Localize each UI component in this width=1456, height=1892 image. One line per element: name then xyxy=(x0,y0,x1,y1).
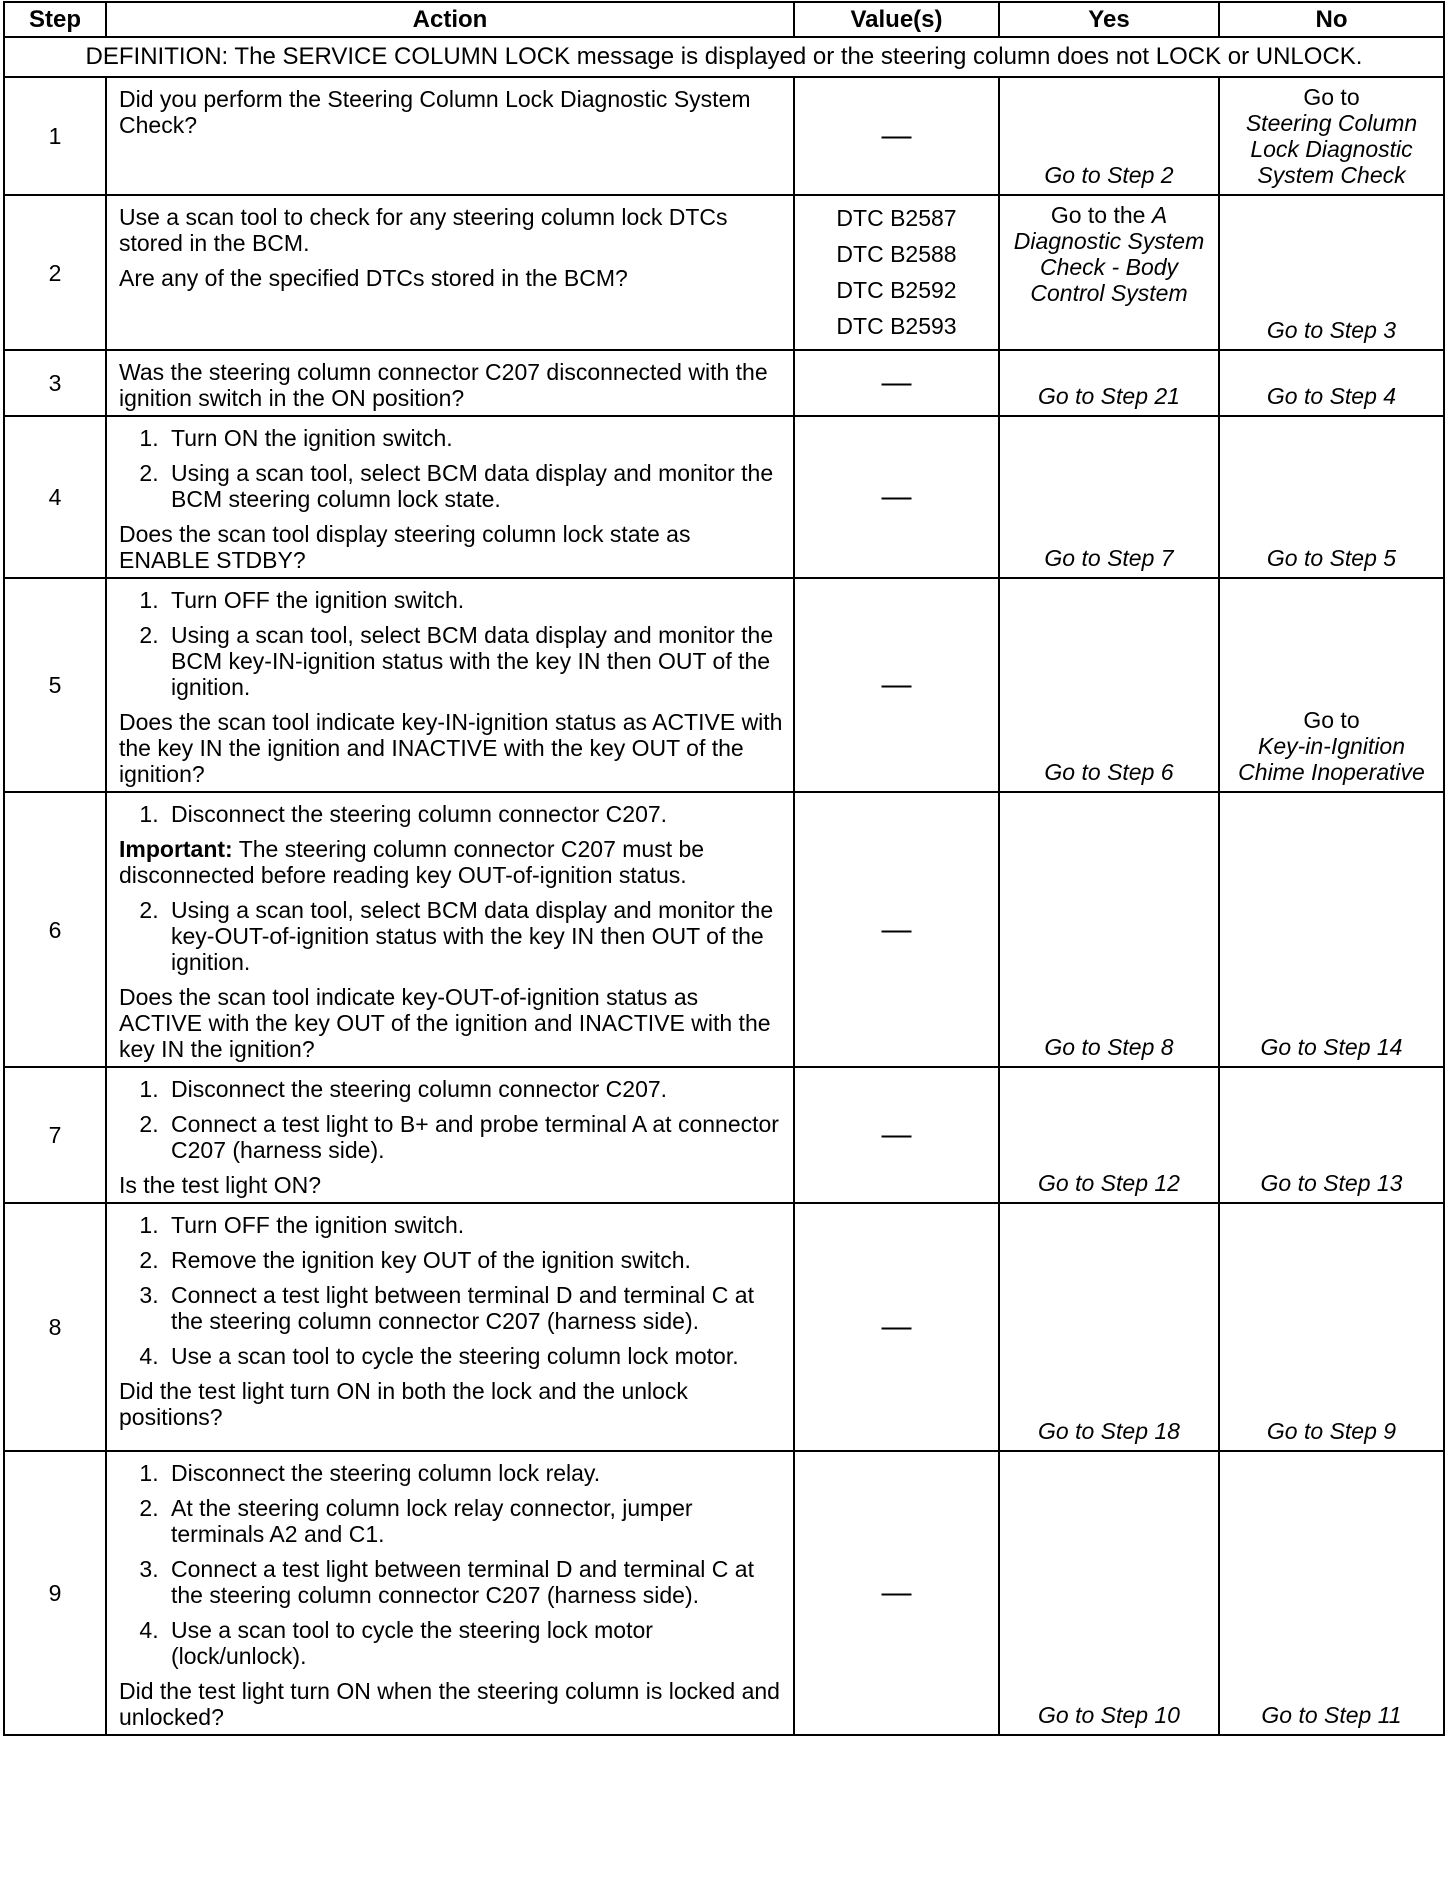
question-text: Was the steering column connector C207 disconnected with the ignition switch in the ON position? xyxy=(119,359,768,411)
question-text: Is the test light ON? xyxy=(119,1172,321,1198)
action-cell xyxy=(106,792,794,1067)
value-cell: — xyxy=(794,578,999,792)
diagnostic-table xyxy=(3,1,1445,1736)
action-item: 1. Turn OFF the ignition switch. xyxy=(165,1212,783,1238)
value-cell: — xyxy=(794,1067,999,1203)
value-cell: — xyxy=(794,1451,999,1735)
table-row xyxy=(4,1067,1444,1203)
action-steps xyxy=(119,801,783,827)
action-item: 1. Disconnect the steering column lock relay. xyxy=(165,1460,783,1486)
important-note xyxy=(119,836,783,888)
yes-prefix-text: Go to the xyxy=(1050,202,1146,228)
question-text: Did the test light turn ON when the steering column is locked and unlocked? xyxy=(119,1678,780,1730)
action-cell xyxy=(106,350,794,416)
header-action: Action xyxy=(106,2,794,37)
question-text: Are any of the specified DTCs stored in the BCM? xyxy=(119,265,628,291)
action-cell xyxy=(106,1451,794,1735)
step-number: 4 xyxy=(4,416,106,578)
question-text: Does the scan tool indicate key-OUT-of-ignition status as ACTIVE with the key OUT of the ignition and INACTIVE with the key IN the ignition? xyxy=(119,984,771,1062)
important-label: Important: xyxy=(119,836,233,862)
yes-link-a[interactable]: A xyxy=(1151,202,1168,228)
no-link[interactable]: Go to Step 4 xyxy=(1219,350,1444,416)
no-link[interactable]: Go to Step 5 xyxy=(1219,416,1444,578)
yes-link[interactable]: Go to Step 8 xyxy=(999,792,1219,1067)
step-number: 7 xyxy=(4,1067,106,1203)
action-cell xyxy=(106,578,794,792)
action-cell xyxy=(106,416,794,578)
action-steps xyxy=(119,1076,783,1163)
action-item: 1. Disconnect the steering column connector C207. xyxy=(165,1076,783,1102)
no-prefix: Go to xyxy=(1303,707,1360,733)
question-text: Did the test light turn ON in both the lock and the unlock positions? xyxy=(119,1378,688,1430)
yes-cell xyxy=(999,195,1219,350)
table-row xyxy=(4,578,1444,792)
definition-text: DEFINITION: The SERVICE COLUMN LOCK message is displayed or the steering column does not LOCK or UNLOCK. xyxy=(4,37,1444,77)
action-steps xyxy=(119,1460,783,1669)
header-row xyxy=(4,2,1444,37)
table-row xyxy=(4,416,1444,578)
action-item: 1. Turn ON the ignition switch. xyxy=(165,425,783,451)
header-no: No xyxy=(1219,2,1444,37)
question-text: Does the scan tool display steering column lock state as ENABLE STDBY? xyxy=(119,521,691,573)
value-cell: — xyxy=(794,416,999,578)
question-text: Did you perform the Steering Column Lock Diagnostic System Check? xyxy=(119,86,751,138)
action-item: 2. Using a scan tool, select BCM data display and monitor the key-OUT-of-ignition status with the key IN then OUT of the ignition. xyxy=(165,897,783,975)
value-cell: — xyxy=(794,77,999,195)
no-link[interactable]: Go to Step 3 xyxy=(1219,195,1444,350)
action-item: 2. Using a scan tool, select BCM data display and monitor the BCM steering column lock state. xyxy=(165,460,783,512)
dtc-value: DTC B2593 xyxy=(836,313,957,339)
yes-link[interactable]: Go to Step 21 xyxy=(999,350,1219,416)
header-values: Value(s) xyxy=(794,2,999,37)
action-item: 4. Use a scan tool to cycle the steering column lock motor. xyxy=(165,1343,783,1369)
value-cell: — xyxy=(794,792,999,1067)
dtc-value: DTC B2588 xyxy=(836,241,957,267)
table-row xyxy=(4,350,1444,416)
action-steps xyxy=(119,587,783,700)
action-item: 1. Turn OFF the ignition switch. xyxy=(165,587,783,613)
table-row xyxy=(4,792,1444,1067)
action-item: 2. At the steering column lock relay connector, jumper terminals A2 and C1. xyxy=(165,1495,783,1547)
dtc-value: DTC B2587 xyxy=(836,205,957,231)
step-number: 1 xyxy=(4,77,106,195)
yes-link[interactable]: Go to Step 10 xyxy=(999,1451,1219,1735)
no-link[interactable]: Go to Step 13 xyxy=(1219,1067,1444,1203)
action-steps xyxy=(119,897,783,975)
header-step: Step xyxy=(4,2,106,37)
yes-prefix xyxy=(1004,202,1214,228)
dtc-value: DTC B2592 xyxy=(836,277,957,303)
action-item: 1. Disconnect the steering column connector C207. xyxy=(165,801,783,827)
no-cell xyxy=(1219,578,1444,792)
no-link[interactable]: Go to Step 11 xyxy=(1219,1451,1444,1735)
important-text: The steering column connector C207 must be disconnected before reading key OUT-of-ignition status. xyxy=(119,836,705,888)
action-cell xyxy=(106,77,794,195)
action-cell xyxy=(106,1203,794,1451)
table-row xyxy=(4,77,1444,195)
value-cell: — xyxy=(794,1203,999,1451)
no-link[interactable]: Go to Step 9 xyxy=(1219,1203,1444,1451)
yes-link[interactable]: Diagnostic System Check - Body Control System xyxy=(1013,228,1205,306)
no-cell xyxy=(1219,77,1444,195)
question-text: Does the scan tool indicate key-IN-ignition status as ACTIVE with the key IN the ignition and INACTIVE with the key OUT of the ignition? xyxy=(119,709,783,787)
definition-row xyxy=(4,37,1444,77)
no-link[interactable]: Steering Column Lock Diagnostic System Check xyxy=(1245,110,1418,188)
action-steps xyxy=(119,425,783,512)
value-cell xyxy=(794,195,999,350)
action-item: 4. Use a scan tool to cycle the steering lock motor (lock/unlock). xyxy=(165,1617,783,1669)
step-number: 2 xyxy=(4,195,106,350)
yes-link[interactable]: Go to Step 12 xyxy=(999,1067,1219,1203)
step-number: 6 xyxy=(4,792,106,1067)
no-prefix: Go to xyxy=(1303,84,1360,110)
yes-link[interactable]: Go to Step 2 xyxy=(999,77,1219,195)
step-number: 3 xyxy=(4,350,106,416)
step-number: 9 xyxy=(4,1451,106,1735)
action-item: 3. Connect a test light between terminal D and terminal C at the steering column connector C207 (harness side). xyxy=(165,1282,783,1334)
no-link[interactable]: Go to Step 14 xyxy=(1219,792,1444,1067)
table-row xyxy=(4,1451,1444,1735)
action-item: 2. Remove the ignition key OUT of the ignition switch. xyxy=(165,1247,783,1273)
step-number: 8 xyxy=(4,1203,106,1451)
action-cell xyxy=(106,195,794,350)
action-line: Use a scan tool to check for any steering column lock DTCs stored in the BCM. xyxy=(119,204,728,256)
yes-link[interactable]: Go to Step 18 xyxy=(999,1203,1219,1451)
header-yes: Yes xyxy=(999,2,1219,37)
action-item: 2. Using a scan tool, select BCM data display and monitor the BCM key-IN-ignition status with the key IN then OUT of the ignition. xyxy=(165,622,783,700)
action-item: 3. Connect a test light between terminal D and terminal C at the steering column connector C207 (harness side). xyxy=(165,1556,783,1608)
table-row xyxy=(4,195,1444,350)
action-item: 2. Connect a test light to B+ and probe terminal A at connector C207 (harness side). xyxy=(165,1111,783,1163)
action-steps xyxy=(119,1212,783,1369)
value-cell: — xyxy=(794,350,999,416)
yes-link[interactable]: Go to Step 6 xyxy=(999,578,1219,792)
action-cell xyxy=(106,1067,794,1203)
no-link[interactable]: Key-in-Ignition Chime Inoperative xyxy=(1238,733,1425,785)
table-row xyxy=(4,1203,1444,1451)
step-number: 5 xyxy=(4,578,106,792)
yes-link[interactable]: Go to Step 7 xyxy=(999,416,1219,578)
